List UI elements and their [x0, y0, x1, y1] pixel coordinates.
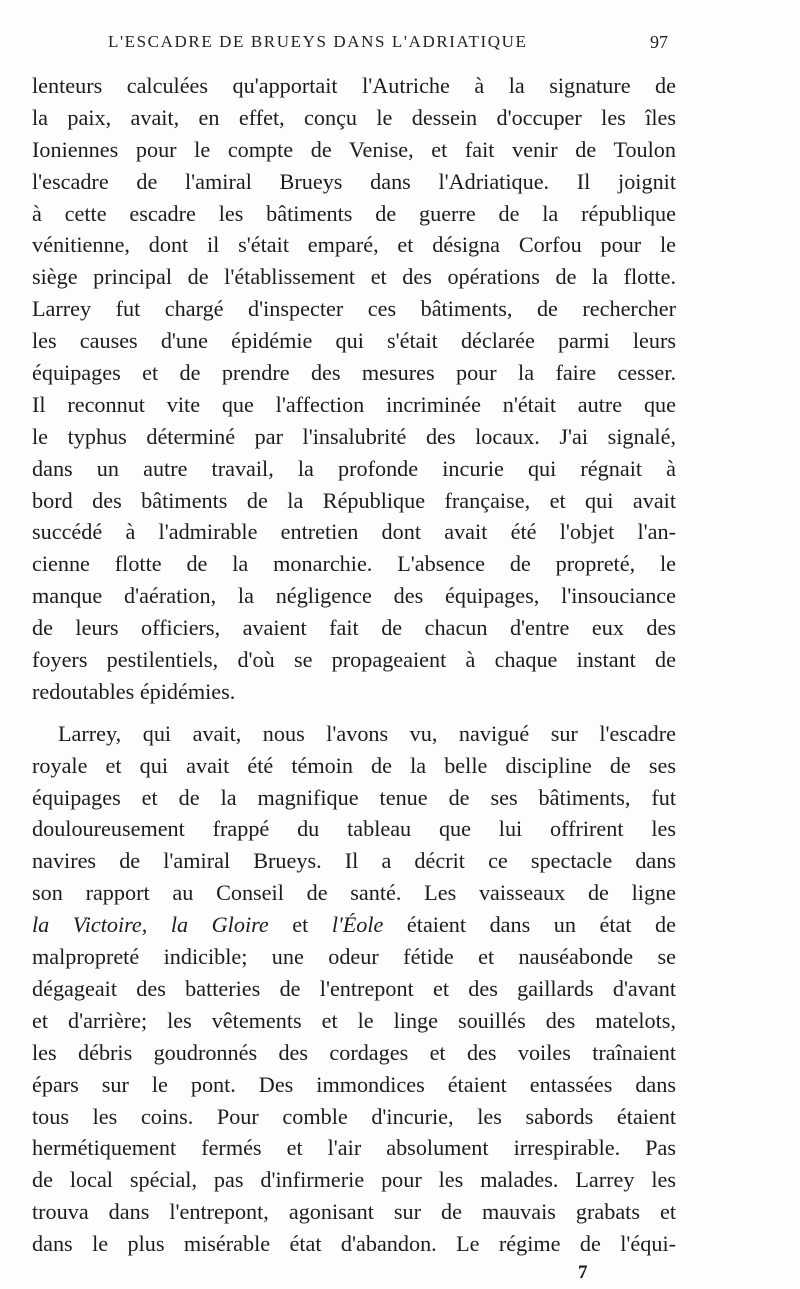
text-line: siège principal de l'établissement et des opérations de la flotte. — [32, 264, 676, 290]
text-line: dégageait des batteries de l'entrepont et des gaillards d'avant — [32, 975, 676, 1001]
text-line: manque d'aération, la négligence des équipages, l'insouciance — [32, 583, 676, 609]
text-line: et d'arrière; les vêtements et le linge souillés des matelots, — [32, 1007, 676, 1033]
page-number: 97 — [650, 32, 668, 52]
text-line: foyers pestilentiels, d'où se propageaient à chaque instant de — [32, 647, 676, 673]
text-line: les causes d'une épidémie qui s'était déclarée parmi leurs — [32, 328, 676, 354]
text-line: les débris goudronnés des cordages et des voiles traînaient — [32, 1039, 676, 1065]
text-line: de local spécial, pas d'infirmerie pour les malades. Larrey les — [32, 1167, 676, 1193]
text-line: lenteurs calculées qu'apportait l'Autriche à la signature de — [32, 73, 676, 98]
text-line: l'escadre de l'amiral Brueys dans l'Adriatique. Il joignit — [32, 168, 676, 194]
text-line: épars sur le pont. Des immondices étaient entassées dans — [32, 1071, 676, 1097]
text-line: trouva dans l'entrepont, agonisant sur de mauvais grabats et — [32, 1199, 676, 1225]
text-line: navires de l'amiral Brueys. Il a décrit ce spectacle dans — [32, 848, 676, 874]
text-line: équipages et de prendre des mesures pour la faire cesser. — [32, 360, 676, 386]
text-line: douloureusement frappé du tableau que lui offrirent les — [32, 816, 676, 842]
text-line: malpropreté indicible; une odeur fétide et nauséabonde se — [32, 944, 676, 970]
text-line: Il reconnut vite que l'affection incriminée n'était autre que — [32, 391, 676, 417]
text-line: à cette escadre les bâtiments de guerre de la république — [32, 200, 676, 226]
text-line: vénitienne, dont il s'était emparé, et désigna Corfou pour le — [32, 232, 676, 258]
text-line: équipages et de la magnifique tenue de ses bâtiments, fut — [32, 784, 676, 810]
text-line: redoutables épidémies. — [32, 678, 236, 704]
text-line: succédé à l'admirable entretien dont avait été l'objet l'an- — [32, 519, 676, 545]
text-line: son rapport au Conseil de santé. Les vaisseaux de ligne — [32, 880, 676, 906]
text-line: Larrey fut chargé d'inspecter ces bâtiments, de rechercher — [32, 296, 676, 322]
text-line: cienne flotte de la monarchie. L'absence de propreté, le — [32, 551, 676, 577]
text-line: la Victoire, la Gloire et l'Éole étaient dans un état de — [32, 912, 676, 938]
signature-mark: 7 — [578, 1262, 588, 1283]
text-line: Larrey, qui avait, nous l'avons vu, navigué sur l'escadre — [58, 720, 676, 746]
body-text — [32, 70, 676, 1260]
running-title: L'ESCADRE DE BRUEYS DANS L'ADRIATIQUE — [108, 32, 528, 51]
text-line: de leurs officiers, avaient fait de chacun d'entre eux des — [32, 615, 676, 641]
text-line: Ioniennes pour le compte de Venise, et fait venir de Toulon — [32, 136, 676, 162]
text-line: dans un autre travail, la profonde incurie qui régnait à — [32, 455, 676, 481]
text-line: la paix, avait, en effet, conçu le dessein d'occuper les îles — [32, 104, 676, 130]
text-line: royale et qui avait été témoin de la belle discipline de ses — [32, 752, 676, 778]
running-head — [108, 32, 668, 56]
text-line: tous les coins. Pour comble d'incurie, les sabords étaient — [32, 1103, 676, 1129]
text-line: le typhus déterminé par l'insalubrité des locaux. J'ai signalé, — [32, 423, 676, 449]
text-line: dans le plus misérable état d'abandon. Le régime de l'équi- — [32, 1231, 676, 1257]
text-line: hermétiquement fermés et l'air absolument irrespirable. Pas — [32, 1135, 676, 1161]
text-line: bord des bâtiments de la République française, et qui avait — [32, 487, 676, 513]
